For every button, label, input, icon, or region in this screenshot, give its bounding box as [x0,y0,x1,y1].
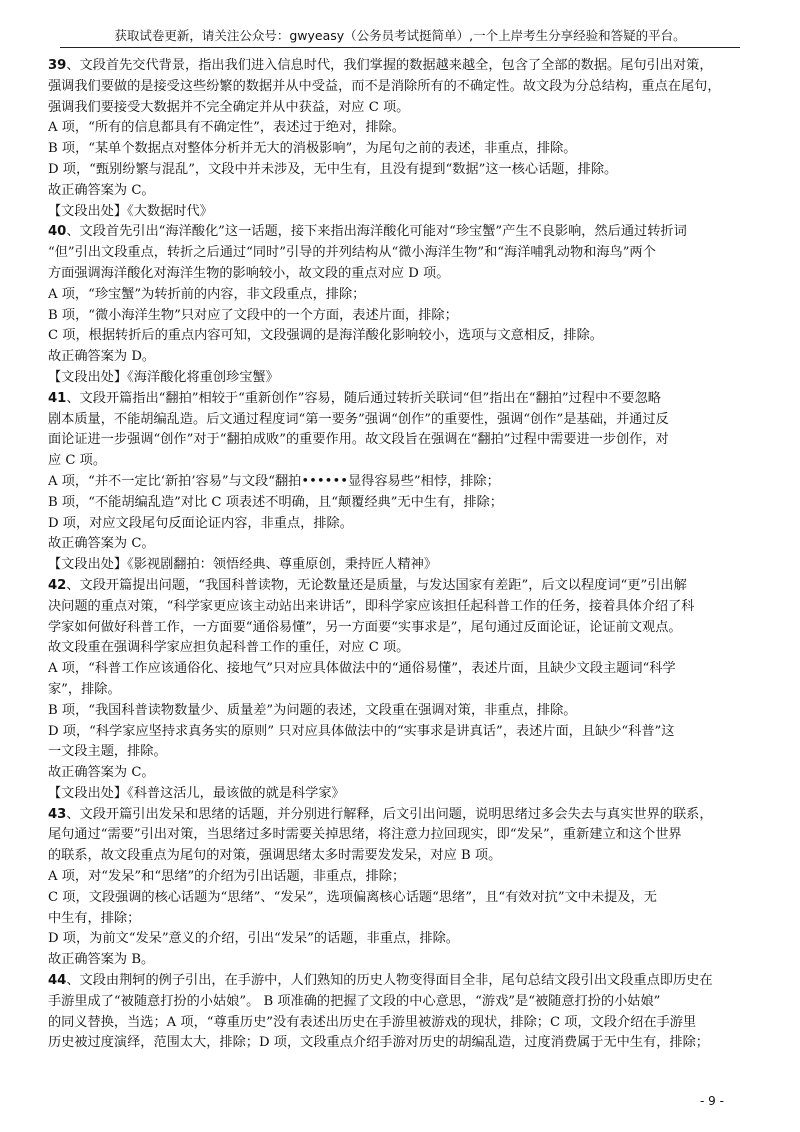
explanation-line [48,56,752,77]
explanation-line: D 项，“科学家应坚持求真务实的原则” 只对应具体做法中的“实事求是讲真话”，表述片面，且缺少“科普”这 [48,723,675,739]
explanation-line: 面论证进一步强调“创作”对于“翻拍成败”的重要作用。故文段旨在强调在“翻拍”过程中需要进一步创作，对 [48,432,669,448]
explanation-line: 故文段重在强调科学家应担负起科普工作的重任，对应 C 项。 [48,640,410,656]
explanation-line [48,576,752,597]
explanation-line: 剧本质量，不能胡编乱造。后文通过程度词“第一要务”强调“创作”的重要性，强调“创作”是基础，并通过反 [48,411,669,427]
explanation-line [48,971,752,992]
question-explanation-42 [48,576,752,805]
header-divider [60,47,740,48]
explanation-line: 中生有，排除； [48,910,141,926]
question-explanation-39 [48,56,752,222]
explanation-text: 、文段开篇提出问题，“我国科普读物，无论数量还是质量，与发达国家有差距”，后文以程度词“更”引出解 [66,577,687,593]
question-number: 44 [48,973,67,989]
explanation-line: 决问题的重点对策，“科学家更应该主动站出来讲话”，即科学家应该担任起科普工作的任务，接着具体介绍了科 [48,598,695,614]
explanation-text: 、文段由荆轲的例子引出，在手游中，人们熟知的历史人物变得面目全非，尾句总结文段引出文段重点即历史在 [66,973,713,989]
explanation-line: B 项，“某单个数据点对整体分析并无大的消极影响”，为尾句之前的表述，非重点，排除。 [48,141,577,157]
question-number: 43 [48,806,67,822]
source-title: 《科普这活儿，最该做的就是科学家》 [127,785,345,801]
answer-explanations [48,56,752,1054]
question-number: 41 [48,390,67,406]
source-label: 【文段出处】 [48,369,128,385]
question-number: 40 [48,224,67,240]
explanation-line: 学家如何做好科普工作，一方面要“通俗易懂”，另一方面要“实事求是”，尾句通过反面论证，论证前文观点。 [48,619,682,635]
explanation-line: 一文段主题，排除。 [48,744,167,760]
explanation-line [48,805,752,826]
explanation-line [48,389,752,410]
explanation-line: C 项，根据转折后的重点内容可知，文段强调的是海洋酸化影响较小，选项与文意相反，排除。 [48,328,603,344]
explanation-text: 、文段首先引出“海洋酸化”这一话题，接下来指出海洋酸化可能对“珍宝蟹”产生不良影响，然后通过转折词 [66,224,687,240]
explanation-line: “但”引出文段重点，转折之后通过“同时”引导的并列结构从“微小海洋生物”和“海洋哺乳动物和海鸟”两个 [48,245,656,261]
source-label: 【文段出处】 [48,785,128,801]
explanation-line: 故正确答案为 C。 [48,765,155,781]
question-explanation-40 [48,222,752,388]
explanation-line: 家”，排除。 [48,681,121,697]
explanation-text: 、文段开篇指出“翻拍”相较于“重新创作”容易，随后通过转折关联词“但”指出在“翻拍”过程中不要忽略 [66,390,661,406]
explanation-line: 应 C 项。 [48,453,107,469]
explanation-line: 故正确答案为 D。 [48,349,156,365]
question-explanation-43 [48,805,752,971]
explanation-line: 故正确答案为 C。 [48,536,155,552]
explanation-line: 强调我们要接受大数据并不完全确定并从中获益，对应 C 项。 [48,99,410,115]
explanation-line: B 项，“不能胡编乱造”对比 C 项表述不明确，且“颠覆经典”无中生有，排除； [48,494,503,510]
explanation-line: C 项，文段强调的核心话题为“思绪”、“发呆”，选项偏离核心话题“思绪”，且“有效对抗”文中未提及，无 [48,889,657,905]
question-explanation-44 [48,971,752,1054]
page-header: 获取试卷更新，请关注公众号：gwyeasy（公务员考试挺简单）,一个上岸考生分享经验和答疑的平台。 [114,28,686,43]
explanation-line: 强调我们要做的是接受这些纷繁的数据并从中受益，而不是消除所有的不确定性。故文段为分总结构，重点在尾句， [48,78,721,94]
source-title: 《海洋酸化将重创珍宝蟹》 [127,369,279,385]
explanation-line: 历史被过度演绎，范围太大，排除；D 项，文段重点介绍手游对历史的胡编乱造，过度消费属于无中生有，排除； [48,1035,709,1051]
explanation-line: B 项，“我国科普读物数量少、质量差”为问题的表述，文段重在强调对策，非重点，排除。 [48,702,577,718]
explanation-line: 手游里成了“被随意打扮的小姑娘”。 B 项准确的把握了文段的中心意思，“游戏”是“被随意打扮的小姑娘” [48,993,661,1009]
source-citation [48,368,752,389]
source-citation [48,555,752,576]
explanation-line: 的联系，故文段重点为尾句的对策，强调思绪太多时需要发发呆，对应 B 项。 [48,848,502,864]
explanation-line: A 项，对“发呆”和“思绪”的介绍为引出话题，非重点，排除； [48,869,406,885]
question-number: 42 [48,577,67,593]
explanation-text: 、文段开篇引出发呆和思绪的话题，并分别进行解释，后文引出问题，说明思绪过多会失去与真实世界的联系， [66,806,713,822]
explanation-line: D 项，为前文“发呆”意义的介绍，引出“发呆”的话题，非重点，排除。 [48,931,459,947]
question-number: 39 [48,58,67,73]
explanation-line: 方面强调海洋酸化对海洋生物的影响较小，故文段的重点对应 D 项。 [48,265,450,281]
source-label: 【文段出处】 [48,557,128,573]
source-citation [48,784,752,805]
explanation-line: A 项，“珍宝蟹”为转折前的内容，非文段重点，排除； [48,286,366,302]
explanation-line: 故正确答案为 C。 [48,182,155,198]
explanation-line: A 项，“并不一定比‘新拍’容易”与文段“翻拍••••••显得容易些”相悖，排除； [48,473,500,489]
explanation-line: B 项，“微小海洋生物”只对应了文段中的一个方面，表述片面，排除； [48,307,458,323]
explanation-line [48,222,752,243]
source-citation [48,202,752,223]
explanation-line: A 项，“所有的信息都具有不确定性”，表述过于绝对，排除。 [48,120,405,136]
explanation-line: D 项，对应文段尾句反面论证内容，非重点，排除。 [48,515,353,531]
explanation-line: 的同义替换，当选；A 项，“尊重历史”没有表述出历史在手游里被游戏的现状，排除；C 项，文段介绍在手游里 [48,1014,697,1030]
explanation-line: 故正确答案为 B。 [48,952,155,968]
explanation-line: 尾句通过“需要”引出对策，当思绪过多时需要关掉思绪，将注意力拉回现实，即“发呆”，重新建立和这个世界 [48,827,682,843]
source-label: 【文段出处】 [48,203,128,219]
page-number: - 9 - [700,1094,724,1108]
question-explanation-41 [48,389,752,576]
explanation-line: D 项，“甄别纷繁与混乱”，文段中并未涉及，无中生有，且没有提到“数据”这一核心话题，排除。 [48,161,618,177]
source-title: 《大数据时代》 [127,203,213,219]
source-title: 《影视剧翻拍：领悟经典、尊重原创，秉持匠人精神》 [127,557,438,573]
explanation-text: 、文段首先交代背景，指出我们进入信息时代，我们掌握的数据越来越全，包含了全部的数据。尾句引出对策， [66,58,713,73]
explanation-line: A 项，“科普工作应该通俗化、接地气”只对应具体做法中的“通俗易懂”，表述片面，且缺少文段主题词“科学 [48,661,676,677]
